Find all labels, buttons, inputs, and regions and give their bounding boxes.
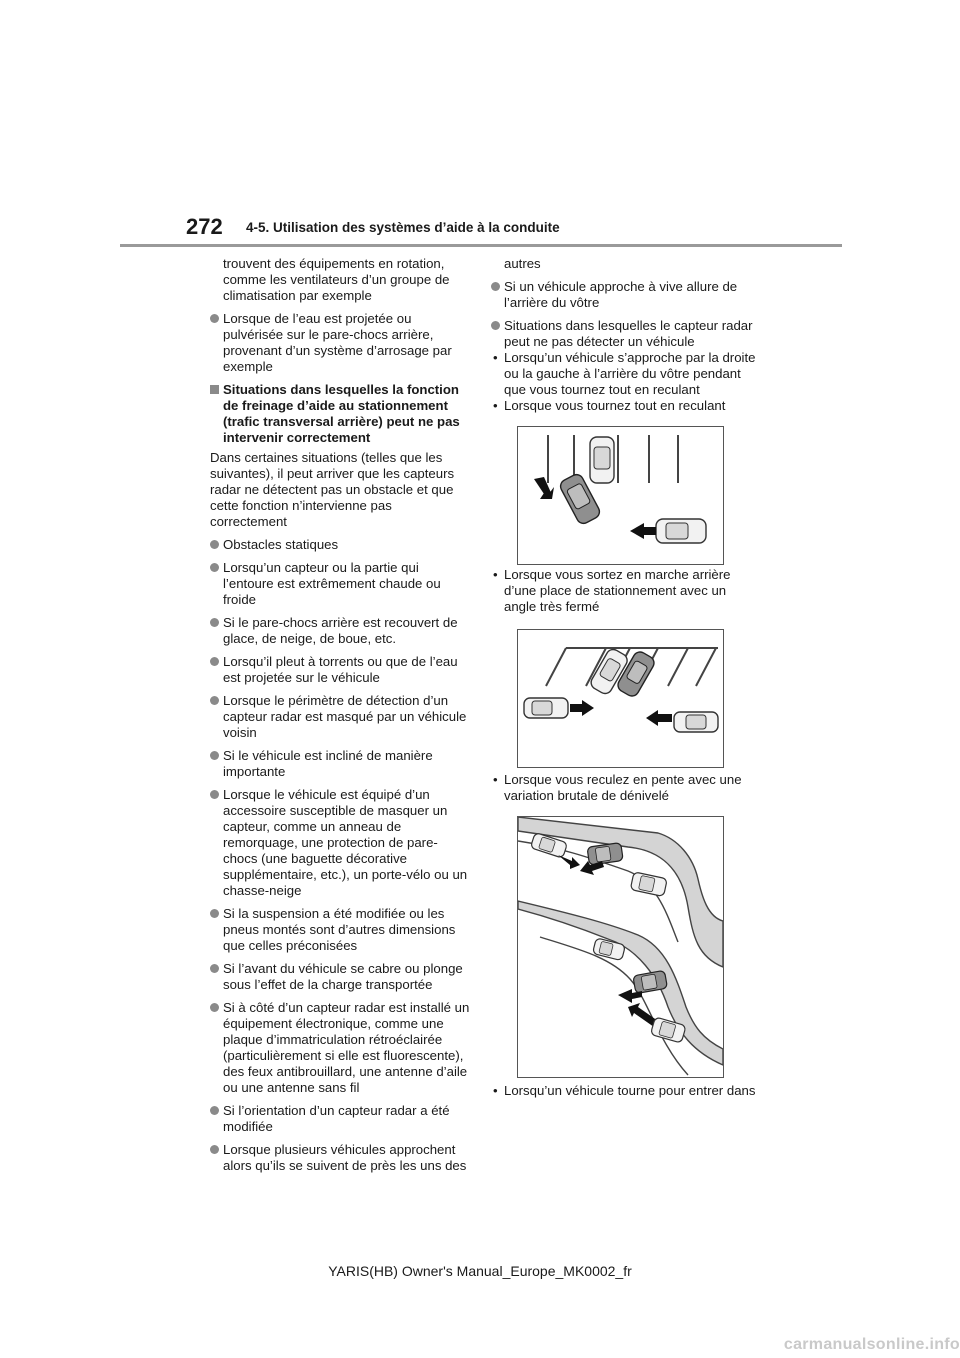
square-bullet-icon	[210, 385, 219, 394]
list-item: Si l’orientation d’un capteur radar a été modifiée	[210, 1103, 472, 1135]
header-rule	[120, 244, 842, 247]
car-icon	[630, 872, 667, 897]
bullet-icon	[491, 321, 500, 330]
slope-diagram	[518, 817, 723, 1077]
bullet-icon	[210, 964, 219, 973]
bullet-icon	[491, 282, 500, 291]
manual-footer: YARIS(HB) Owner's Manual_Europe_MK0002_fr	[328, 1263, 632, 1279]
sub-list-item: • Lorsque vous tournez tout en reculant	[493, 398, 726, 413]
arrow-icon	[646, 710, 672, 726]
list-item: Si un véhicule approche à vive allure de l’arrière du vôtre	[491, 279, 759, 311]
parking-diagram	[518, 427, 723, 564]
watermark: carmanualsonline.info	[783, 1336, 960, 1353]
list-item: Si le pare-chocs arrière est recouvert de glace, de neige, de boue, etc.	[210, 615, 472, 647]
list-item: Lorsqu’un capteur ou la partie qui l’entoure est extrêmement chaude ou froide	[210, 560, 472, 608]
left-column	[210, 256, 472, 1181]
sub-list-item: • Lorsque vous sortez en marche arrière d’une place de stationnement avec un angle très fermé	[493, 567, 731, 614]
list-item: Situations dans lesquelles le capteur radar peut ne pas détecter un véhicule	[491, 318, 759, 350]
list-item: Lorsque le périmètre de détection d’un capteur radar est masqué par un véhicule voisin	[210, 693, 472, 741]
list-item: Lorsqu’il pleut à torrents ou que de l’eau est projetée sur le véhicule	[210, 654, 472, 686]
list-item: Obstacles statiques	[210, 537, 472, 553]
parking-diagram	[518, 630, 723, 767]
bullet-icon	[210, 314, 219, 323]
illustration-angled-parking	[517, 629, 724, 768]
arrow-icon	[630, 523, 656, 539]
bullet-icon	[210, 618, 219, 627]
sub-list-item: • Lorsque vous reculez en pente avec une variation brutale de dénivelé	[493, 772, 742, 803]
parked-car-icon	[590, 437, 614, 483]
arrow-icon	[558, 855, 580, 869]
bullet-icon	[210, 696, 219, 705]
right-column	[491, 256, 759, 426]
arrow-icon	[534, 477, 552, 497]
sub-list-item: • Lorsqu’un véhicule tourne pour entrer dans	[493, 1083, 756, 1098]
bullet-icon	[210, 909, 219, 918]
bullet-icon	[210, 657, 219, 666]
list-item: Lorsque de l’eau est projetée ou pulvérisée sur le pare-chocs arrière, provenant d’un système d’arrosage par exemple	[210, 311, 472, 375]
approaching-car-icon	[524, 698, 568, 718]
arrow-icon	[570, 700, 594, 716]
list-item: Si le véhicule est incliné de manière importante	[210, 748, 472, 780]
bullet-icon	[210, 540, 219, 549]
sub-list-item: • Lorsqu’un véhicule s’approche par la droite ou la gauche à l’arrière du vôtre pendant que vous tournez tout en reculant	[493, 350, 756, 397]
continued-text: autres	[504, 256, 541, 271]
list-item: Lorsque le véhicule est équipé d’un accessoire susceptible de masquer un capteur, comme un anneau de remorquage, une protection de pare-chocs (une baguette décorative supplémentaire, etc.), un porte-vélo ou un chasse-neige	[210, 787, 472, 899]
bullet-icon	[210, 1106, 219, 1115]
section-heading: Situations dans lesquelles la fonction de freinage d’aide au stationnement (trafic transversal arrière) peut ne pas intervenir correctement	[210, 382, 472, 446]
bullet-icon	[210, 751, 219, 760]
illustration-turning-reverse	[517, 426, 724, 565]
approaching-car-icon	[656, 519, 706, 543]
intro-paragraph: Dans certaines situations (telles que les suivantes), il peut arriver que les capteurs radar ne détectent pas un obstacle et que cette fonction n’intervienne pas correctement	[210, 450, 455, 529]
bullet-icon	[210, 1145, 219, 1154]
list-item: Si à côté d’un capteur radar est installé un équipement électronique, comme une plaque d’immatriculation rétroéclairée (particulièrement si elle est fluorescente), des feux antibrouillard, une antenne d’aile ou une antenne sans fil	[210, 1000, 472, 1096]
car-icon	[587, 843, 623, 866]
bullet-icon	[210, 563, 219, 572]
bullet-icon	[210, 790, 219, 799]
continued-text: trouvent des équipements en rotation, comme les ventilateurs d’un groupe de climatisation par exemple	[223, 256, 450, 303]
list-item: Si l’avant du véhicule se cabre ou plonge sous l’effet de la charge transportée	[210, 961, 472, 993]
illustration-slope	[517, 816, 724, 1078]
list-item: Si la suspension a été modifiée ou les pneus montés sont d’autres dimensions que celles préconisées	[210, 906, 472, 954]
approaching-car-icon	[674, 712, 718, 732]
bullet-icon	[210, 1003, 219, 1012]
page-number: 272	[186, 214, 223, 239]
list-item: Lorsque plusieurs véhicules approchent alors qu’ils se suivent de près les uns des	[210, 1142, 472, 1174]
section-title: 4-5. Utilisation des systèmes d’aide à la conduite	[246, 220, 560, 235]
